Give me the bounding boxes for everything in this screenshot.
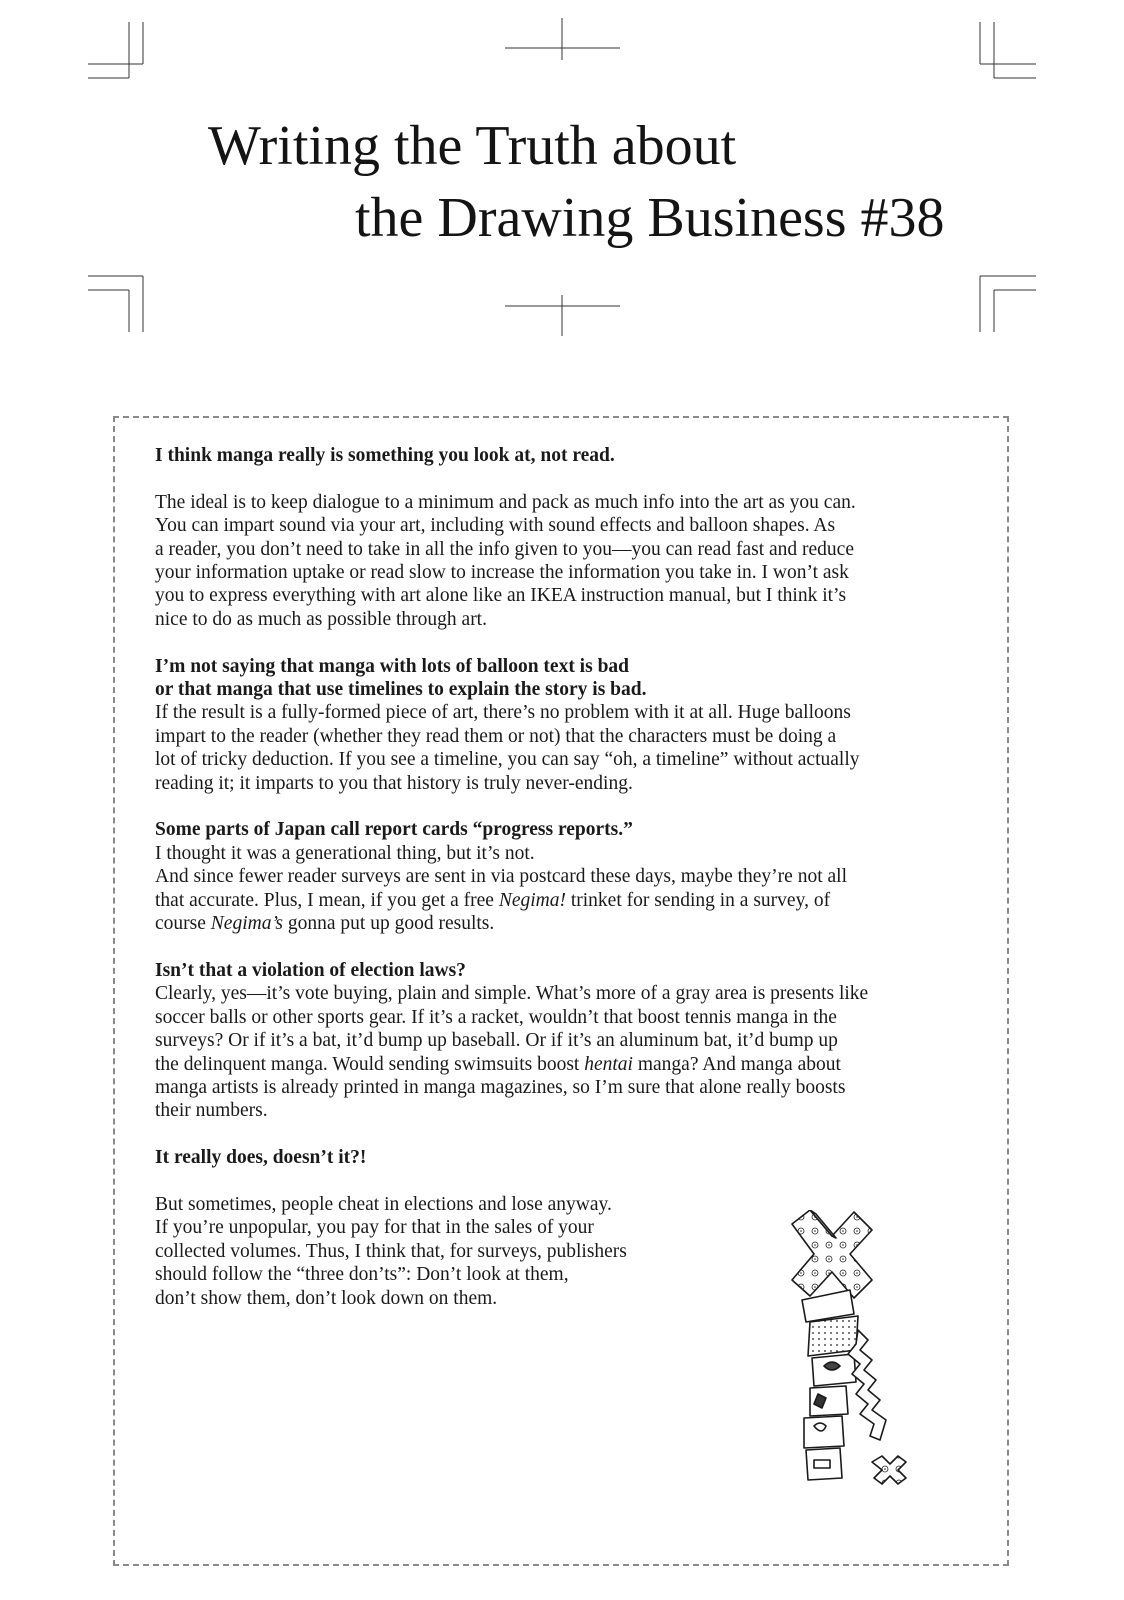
text-run: course [155,913,211,935]
crop-mark-mid-left [88,276,143,332]
heading-3: Some parts of Japan call report cards “progress reports.” [155,819,633,841]
page-title [0,110,1124,254]
body-line: manga artists is already printed in manga magazines, so I’m sure that alone really boosts [155,1076,846,1098]
body-line-with-italic [155,889,975,912]
heading-2-line-1: I’m not saying that manga with lots of balloon text is bad [155,655,630,677]
body-line: If the result is a fully-formed piece of art, there’s no problem with it at all. Huge balloons [155,702,851,724]
heading-1: I think manga really is something you look at, not read. [155,445,615,466]
text-run: manga? And manga about [632,1053,841,1075]
title-line-1: Writing the Truth about [208,115,737,177]
title-line-2: the Drawing Business #38 [355,187,945,249]
x-block-icon [792,1210,872,1298]
stacked-blocks-icon [802,1290,906,1484]
body-line: And since fewer reader surveys are sent in via postcard these days, maybe they’re not all [155,866,847,888]
crop-mark-top-left [88,22,143,78]
body-line: But sometimes, people cheat in elections and lose anyway. [155,1193,612,1215]
paragraph-1 [155,444,975,467]
italic-title: Negima’s [210,913,284,935]
body-line: you to express everything with art alone like an IKEA instruction manual, but I think it’s [155,585,847,607]
body-line: If you’re unpopular, you pay for that in the sales of your [155,1217,594,1239]
body-line: reading it; it imparts to you that history is truly never-ending. [155,772,633,794]
body-line: I thought it was a generational thing, but it’s not. [155,842,535,864]
body-line: You can impart sound via your art, including with sound effects and balloon shapes. As [155,515,836,537]
body-line: their numbers. [155,1100,268,1122]
paragraph-3 [155,655,975,795]
register-mark-mid-center [505,295,620,336]
heading-5: It really does, doesn’t it?! [155,1147,367,1169]
text-run: that accurate. Plus, I mean, if you get a free [155,889,499,911]
italic-word: hentai [584,1053,633,1075]
heading-2-line-2: or that manga that use timelines to explain the story is bad. [155,679,647,701]
article-body [155,444,975,1310]
body-line: The ideal is to keep dialogue to a minimum and pack as much info into the art as you can. [155,491,856,513]
body-line: don’t show them, don’t look down on them. [155,1287,498,1309]
crop-mark-mid-right [980,276,1036,332]
body-line: nice to do as much as possible through art. [155,608,487,630]
paragraph-5 [155,959,975,1123]
text-run: gonna put up good results. [283,913,495,935]
crop-mark-top-right [980,22,1036,78]
body-line: Clearly, yes—it’s vote buying, plain and simple. What’s more of a gray area is presents like [155,983,869,1005]
body-line: your information uptake or read slow to increase the information you take in. I won’t ask [155,562,849,584]
paragraph-2 [155,491,975,631]
body-line: lot of tricky deduction. If you see a timeline, you can say “oh, a timeline” without actually [155,749,860,771]
body-line: impart to the reader (whether they read them or not) that the characters must be doing a [155,725,837,747]
body-line: soccer balls or other sports gear. If it’s a racket, wouldn’t that boost tennis manga in the [155,1006,837,1028]
heading-4: Isn’t that a violation of election laws? [155,959,466,981]
block-stack-illustration [780,1210,940,1490]
body-line: surveys? Or if it’s a bat, it’d bump up baseball. Or if it’s an aluminum bat, it’d bump up [155,1030,838,1052]
body-line-with-italic [155,912,975,935]
italic-title: Negima! [498,889,566,911]
text-run: the delinquent manga. Would sending swimsuits boost [155,1053,585,1075]
paragraph-4 [155,818,975,935]
body-line: a reader, you don’t need to take in all the info given to you—you can read fast and reduce [155,538,854,560]
body-line-with-italic [155,1053,975,1076]
text-run: trinket for sending in a survey, of [565,889,831,911]
register-mark-top-center [505,18,620,60]
paragraph-6 [155,1146,975,1169]
body-line: collected volumes. Thus, I think that, for surveys, publishers [155,1240,627,1262]
body-line: should follow the “three don’ts”: Don’t look at them, [155,1264,569,1286]
